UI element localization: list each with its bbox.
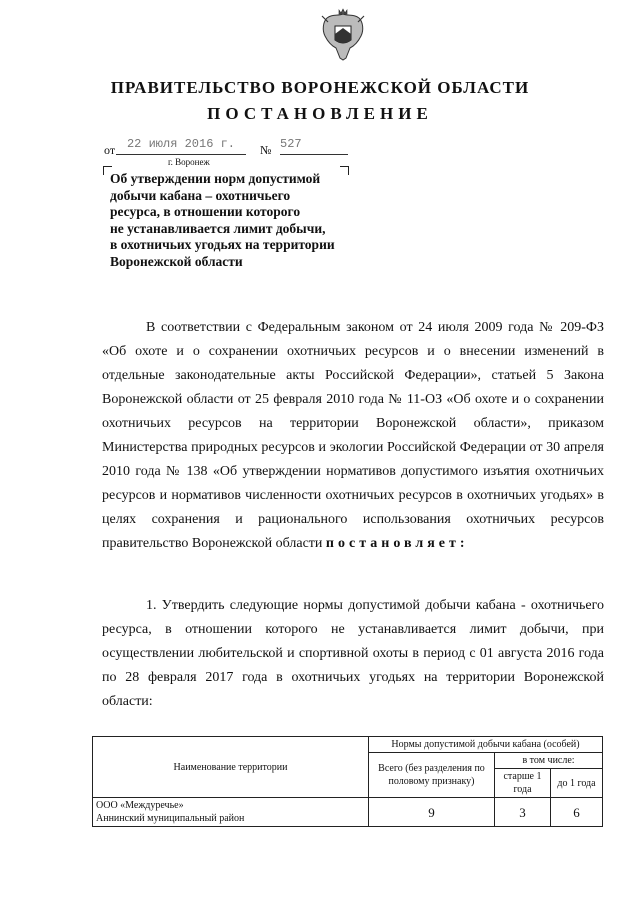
header-total: Всего (без разделения по половому признаку)	[369, 753, 495, 798]
document-title	[110, 171, 380, 270]
item-1-paragraph: 1. Утвердить следующие нормы допустимой добычи кабана - охотничьего ресурса, в отношении которого не устанавливается лимит добычи, при осуществлении любительской и спортивной охоты в период с 01 августа 2016 года по 28 февраля 2017 года в охотничьих угодьях на территории Воронежской области:	[102, 598, 604, 709]
document-number: 527	[280, 137, 302, 151]
preamble-text: В соответствии с Федеральным законом от 24 июля 2009 года № 209-ФЗ «Об охоте и о сохранении охотничьих ресурсов и о внесении изменений в отдельные законодательные акты Российской Федерации», статьей 5 Закона Воронежской области от 25 февраля 2010 года № 11-ОЗ «Об охоте и о сохранении охотничьих ресурсов на территории Воронежской области», приказом Министерства природных ресурсов и экологии Российской Федерации от 30 апреля 2010 года № 138 «Об утверждении нормативов допустимого изъятия охотничьих ресурсов и нормативов численности охотничьих ресурсов в охотничьих угодьях» в целях сохранения и рационального использования охотничьих ресурсов правительство Воронежской области	[102, 320, 604, 551]
total-cell: 9	[369, 798, 495, 827]
coat-of-arms-emblem	[318, 8, 368, 64]
government-heading: ПРАВИТЕЛЬСТВО ВОРОНЕЖСКОЙ ОБЛАСТИ	[110, 78, 530, 97]
upto-cell: 6	[551, 798, 603, 827]
document-date: 22 июля 2016 г.	[126, 137, 236, 151]
date-prefix-label: от	[104, 143, 116, 157]
table-row	[93, 798, 603, 827]
title-line: ресурса, в отношении которого	[110, 204, 301, 219]
header-older: старше 1 года	[495, 769, 551, 798]
header-territory: Наименование территории	[93, 737, 369, 798]
territory-cell	[93, 798, 369, 827]
header-including: в том числе:	[495, 753, 603, 769]
norms-table	[92, 736, 603, 827]
territory-district: Аннинский муниципальный район	[96, 813, 245, 824]
date-underline	[116, 154, 246, 155]
title-line: в охотничьих угодьях на территории	[110, 237, 335, 252]
number-prefix-label: №	[260, 143, 272, 157]
territory-org: ООО «Междуречье»	[96, 800, 184, 811]
city-label: г. Воронеж	[168, 157, 210, 167]
older-cell: 3	[495, 798, 551, 827]
number-underline	[280, 154, 348, 155]
header-upto: до 1 года	[551, 769, 603, 798]
header-norms: Нормы допустимой добычи кабана (особей)	[369, 737, 603, 753]
table-header-row	[93, 737, 603, 753]
title-line: не устанавливается лимит добычи,	[110, 220, 326, 236]
title-line: Воронежской области	[110, 253, 243, 269]
document-type-heading: ПОСТАНОВЛЕНИЕ	[207, 104, 433, 123]
decree-word: постановляет:	[325, 536, 469, 551]
title-line: добычи кабана – охотничьего	[110, 187, 291, 203]
title-line: Об утверждении норм допустимой	[110, 171, 321, 186]
preamble-paragraph	[102, 316, 604, 556]
